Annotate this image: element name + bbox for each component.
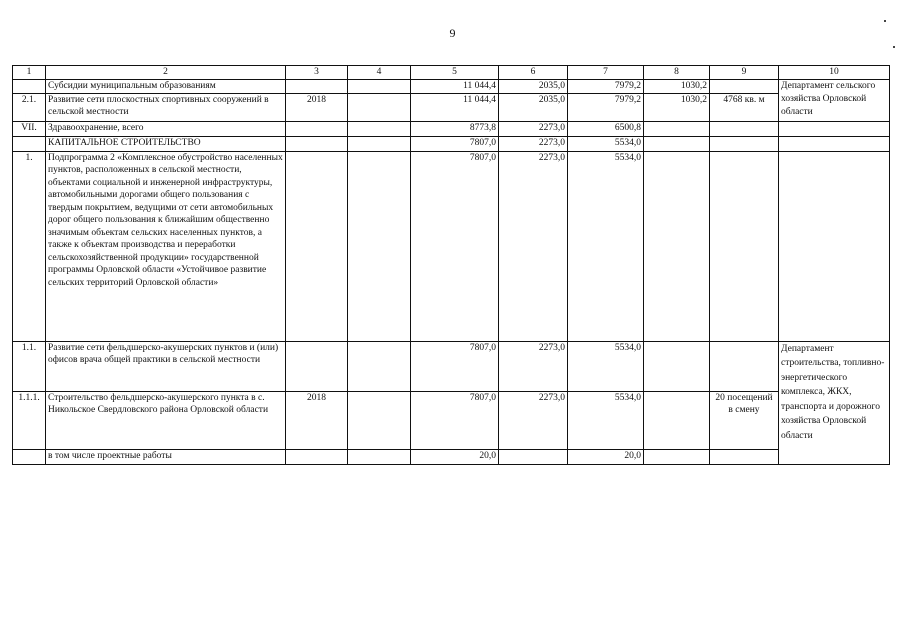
- row-col6: 2273,0: [499, 391, 568, 449]
- row-col9: 4768 кв. м: [710, 93, 779, 121]
- header-cell: 2: [46, 66, 286, 80]
- row-col9: [710, 79, 779, 93]
- row-col8: 1030,2: [644, 93, 710, 121]
- row-col4: [348, 449, 411, 464]
- row-number: [13, 136, 46, 151]
- row-col5: 7807,0: [411, 391, 499, 449]
- row-year: 2018: [286, 391, 348, 449]
- scan-speck: [893, 46, 895, 48]
- row-col5: 7807,0: [411, 341, 499, 391]
- row-year: [286, 136, 348, 151]
- row-col4: [348, 79, 411, 93]
- row-col4: [348, 151, 411, 341]
- table-row: [13, 391, 890, 449]
- budget-table: [12, 65, 890, 465]
- row-col6: 2035,0: [499, 93, 568, 121]
- row-col8: [644, 136, 710, 151]
- row-year: [286, 449, 348, 464]
- header-cell: 9: [710, 66, 779, 80]
- row-col5: 11 044,4: [411, 93, 499, 121]
- row-col4: [348, 391, 411, 449]
- row-number: [13, 449, 46, 464]
- row-name: КАПИТАЛЬНОЕ СТРОИТЕЛЬСТВО: [46, 136, 286, 151]
- row-col7: 5534,0: [568, 341, 644, 391]
- table-row: [13, 136, 890, 151]
- table-row: [13, 151, 890, 341]
- row-col9: [710, 341, 779, 391]
- header-cell: 10: [779, 66, 890, 80]
- header-cell: 4: [348, 66, 411, 80]
- row-number: [13, 79, 46, 93]
- row-name: Развитие сети плоскостных спортивных сооружений в сельской местности: [46, 93, 286, 121]
- row-year: [286, 79, 348, 93]
- row-year: [286, 121, 348, 136]
- row-col9: [710, 121, 779, 136]
- row-col8: [644, 151, 710, 341]
- page-number: 9: [449, 26, 456, 40]
- row-col8: [644, 391, 710, 449]
- department-agriculture: Департамент сельского хозяйства Орловской области: [779, 79, 890, 121]
- row-col9: [710, 151, 779, 341]
- row-name: Развитие сети фельдшерско-акушерских пунктов и (или) офисов врача общей практики в сельской местности: [46, 341, 286, 391]
- row-name: Строительство фельдшерско-акушерского пункта в с. Никольское Свердловского района Орловской области: [46, 391, 286, 449]
- row-col9: [710, 449, 779, 464]
- header-cell: 3: [286, 66, 348, 80]
- header-cell: 1: [13, 66, 46, 80]
- row-name: в том числе проектные работы: [46, 449, 286, 464]
- row-col6: 2273,0: [499, 136, 568, 151]
- row-col6: 2035,0: [499, 79, 568, 93]
- row-col5: 11 044,4: [411, 79, 499, 93]
- row-col5: 7807,0: [411, 151, 499, 341]
- department-construction: Департамент строительства, топливно-энергетического комплекса, ЖКХ, транспорта и дорожного хозяйства Орловской области: [779, 341, 890, 464]
- table-row: [13, 79, 890, 93]
- row-col9: [710, 136, 779, 151]
- row-col9: 20 посещений в смену: [710, 391, 779, 449]
- row-col10-empty: [779, 121, 890, 136]
- row-name: Подпрограмма 2 «Комплексное обустройство населенных пунктов, расположенных в сельской местности, объектами социальной и инженерной инфраструктуры, автомобильными дорогами общего пользования с твердым покрытием, ведущими от сети автомобильных дорог общего пользования к ближайшим общественно значимым объектам сельских населенных пунктов, а также к объектам производства и переработки сельскохозяйственной продукции» государственной программы Орловской области «Устойчивое развитие сельских территорий Орловской области»: [46, 151, 286, 341]
- row-number: 1.1.: [13, 341, 46, 391]
- row-number: 2.1.: [13, 93, 46, 121]
- row-year: [286, 341, 348, 391]
- row-number: 1.1.1.: [13, 391, 46, 449]
- row-col6: [499, 449, 568, 464]
- header-cell: 8: [644, 66, 710, 80]
- row-col7: 5534,0: [568, 151, 644, 341]
- row-col8: [644, 449, 710, 464]
- row-col7: 5534,0: [568, 391, 644, 449]
- row-col10-empty: [779, 151, 890, 341]
- header-cell: 5: [411, 66, 499, 80]
- row-col7: 6500,8: [568, 121, 644, 136]
- row-col4: [348, 341, 411, 391]
- row-col10-empty: [779, 136, 890, 151]
- header-cell: 6: [499, 66, 568, 80]
- row-col5: 20,0: [411, 449, 499, 464]
- row-name: Здравоохранение, всего: [46, 121, 286, 136]
- row-col7: 5534,0: [568, 136, 644, 151]
- scan-speck: [884, 20, 886, 22]
- row-col8: [644, 121, 710, 136]
- row-col4: [348, 136, 411, 151]
- row-col7: 20,0: [568, 449, 644, 464]
- row-col8: 1030,2: [644, 79, 710, 93]
- table-row: [13, 93, 890, 121]
- header-cell: 7: [568, 66, 644, 80]
- header-row: [13, 66, 890, 80]
- row-col8: [644, 341, 710, 391]
- row-col7: 7979,2: [568, 79, 644, 93]
- row-col4: [348, 121, 411, 136]
- row-number: VII.: [13, 121, 46, 136]
- row-col6: 2273,0: [499, 121, 568, 136]
- row-col6: 2273,0: [499, 151, 568, 341]
- row-col4: [348, 93, 411, 121]
- row-col5: 7807,0: [411, 136, 499, 151]
- row-col6: 2273,0: [499, 341, 568, 391]
- row-col5: 8773,8: [411, 121, 499, 136]
- row-col7: 7979,2: [568, 93, 644, 121]
- row-year: 2018: [286, 93, 348, 121]
- row-name: Субсидии муниципальным образованиям: [46, 79, 286, 93]
- row-year: [286, 151, 348, 341]
- table-row: [13, 341, 890, 391]
- row-number: 1.: [13, 151, 46, 341]
- table-row: [13, 121, 890, 136]
- table-row: [13, 449, 890, 464]
